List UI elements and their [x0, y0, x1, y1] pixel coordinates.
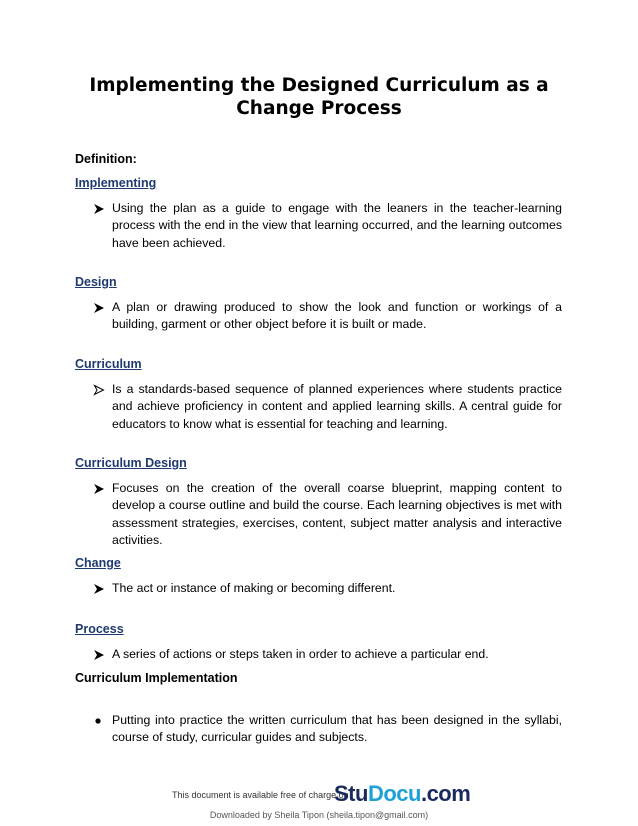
implementation-heading: Curriculum Implementation [75, 671, 238, 685]
definition-label: Definition: [75, 152, 137, 166]
title-line-1: Implementing the Designed Curriculum as a [89, 75, 549, 96]
arrow-bullet-icon [93, 649, 105, 661]
document-title [60, 74, 578, 120]
definition-curriculum: Is a standards-based sequence of planned experiences where students practice and achieve proficiency in content and applied learning skills. A central guide for educators to know what is essential for teaching and learning. [112, 382, 562, 431]
definition-curriculum-design: Focuses on the creation of the overall coarse blueprint, mapping content to develop a course outline and build the course. Each learning objectives is met with assessment strategies, exercises, content, subject matter analysis and interactive activities. [112, 481, 562, 547]
logo-part-stu: Stu [334, 781, 368, 806]
term-curriculum-design: Curriculum Design [75, 456, 187, 470]
footer-availability-note: This document is available free of charge on [172, 790, 349, 800]
arrow-bullet-icon [93, 483, 105, 495]
term-implementing: Implementing [75, 176, 157, 190]
term-change: Change [75, 556, 121, 570]
term-process: Process [75, 622, 124, 636]
title-line-2: Change Process [236, 98, 402, 119]
arrow-bullet-icon [93, 302, 105, 314]
hollow-arrow-bullet-icon [93, 384, 105, 396]
round-bullet-icon [93, 715, 105, 727]
logo-part-docu: Docu [367, 781, 421, 806]
arrow-bullet-icon [93, 583, 105, 595]
implementation-text: Putting into practice the written curriculum that has been designed in the syllabi, course of study, curricular guides and subjects. [112, 713, 562, 745]
footer-download-note: Downloaded by Sheila Tipon (sheila.tipon@gmail.com) [209, 810, 429, 820]
logo-part-com: .com [420, 781, 471, 806]
definition-change: The act or instance of making or becoming different. [112, 581, 396, 595]
definition-design: A plan or drawing produced to show the look and function or workings of a building, garment or other object before it is built or made. [112, 300, 562, 332]
term-design: Design [75, 275, 117, 289]
term-curriculum: Curriculum [75, 357, 142, 371]
studocu-logo[interactable] [334, 781, 470, 807]
definition-process: A series of actions or steps taken in order to achieve a particular end. [112, 647, 489, 661]
arrow-bullet-icon [93, 203, 105, 215]
definition-implementing: Using the plan as a guide to engage with the leaners in the teacher-learning process with the end in the view that learning occurred, and the learning outcomes have been achieved. [112, 201, 562, 250]
